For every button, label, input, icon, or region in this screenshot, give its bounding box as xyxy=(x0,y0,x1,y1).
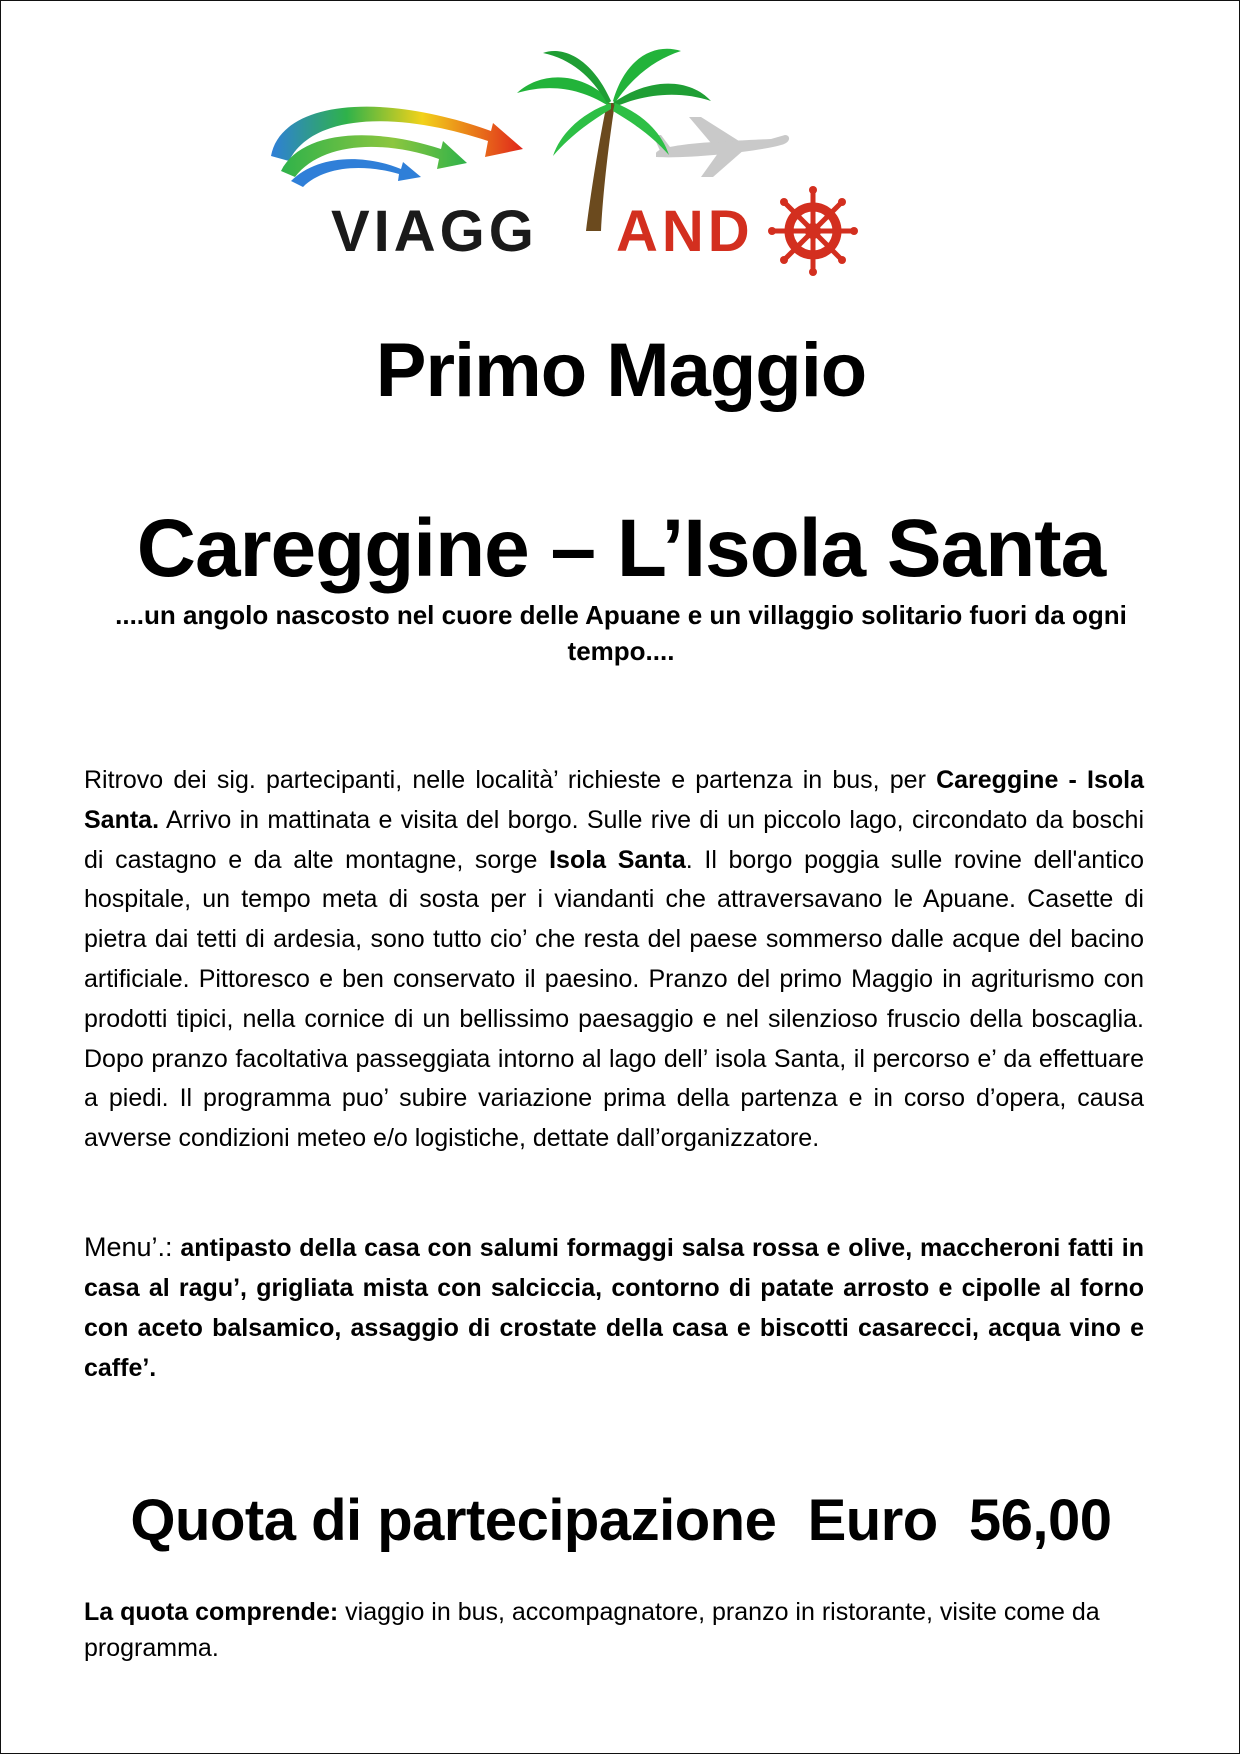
airplane-icon xyxy=(653,117,789,177)
program-text-1: Ritrovo dei sig. partecipanti, nelle località’ richieste e partenza in bus, per xyxy=(84,766,937,794)
price-heading: Quota di partecipazione Euro 56,00 xyxy=(130,1488,1112,1553)
page-title: Primo Maggio xyxy=(375,328,867,413)
logo-text-and: AND xyxy=(616,199,754,264)
program-text-3: . Il borgo poggia sulle rovine dell'antico hospitale, un tempo meta di sosta per i viandanti che attraversavano le Apuane. Casette di pietra dai tetti di ardesia, sono tutto cio’ che resta del paese sommerso dalle acque del bacino artificiale. Pittoresco e ben conservato il paesino. Pranzo del primo Maggio in agriturismo con prodotti tipici, nella cornice di un bellissimo paesaggio e nel silenzioso fruscio della boscaglia. Dopo pranzo facoltativa passeggiata intorno al lago dell’ isola Santa, il percorso e’ da effettuare a piedi. Il programma puo’ subire variazione prima della partenza e in corso d’opera, causa avverse condizioni meteo e/o logistiche, dettate dall’organizzatore. xyxy=(84,845,1144,1153)
program-bold-2: Isola Santa xyxy=(549,845,686,874)
tagline: ....un angolo nascosto nel cuore delle Apuane e un villaggio solitario fuori da ogni tempo.... xyxy=(115,600,1127,666)
viaggiando-logo xyxy=(261,31,961,281)
program-description xyxy=(84,761,1144,1159)
price-includes xyxy=(84,1594,1144,1666)
includes-label: La quota comprende: xyxy=(84,1598,339,1626)
menu-description xyxy=(84,1227,1144,1388)
program-bold-1: Careggine - Isola Santa. xyxy=(84,766,1144,834)
destination-title: Careggine – L’Isola Santa xyxy=(136,503,1106,594)
program-text-2: Arrivo in mattinata e visita del borgo. Sulle rive di un piccolo lago, circondato da boschi di castagno e da alte montagne, sorge xyxy=(84,805,1144,874)
menu-text: antipasto della casa con salumi formaggi salsa rossa e olive, maccheroni fatti in casa al ragu’, grigliata mista con salciccia, contorno di patate arrosto e cipolle al forno con aceto balsamico, assaggio di crostate della casa e biscotti casarecci, acqua vino e caffe’. xyxy=(84,1234,1144,1382)
logo-text-viagg: VIAGG xyxy=(331,199,538,264)
ship-wheel-icon xyxy=(768,186,858,276)
includes-text: viaggio in bus, accompagnatore, pranzo in ristorante, visite come da programma. xyxy=(84,1598,1100,1662)
menu-label: Menu’.: xyxy=(84,1232,173,1262)
